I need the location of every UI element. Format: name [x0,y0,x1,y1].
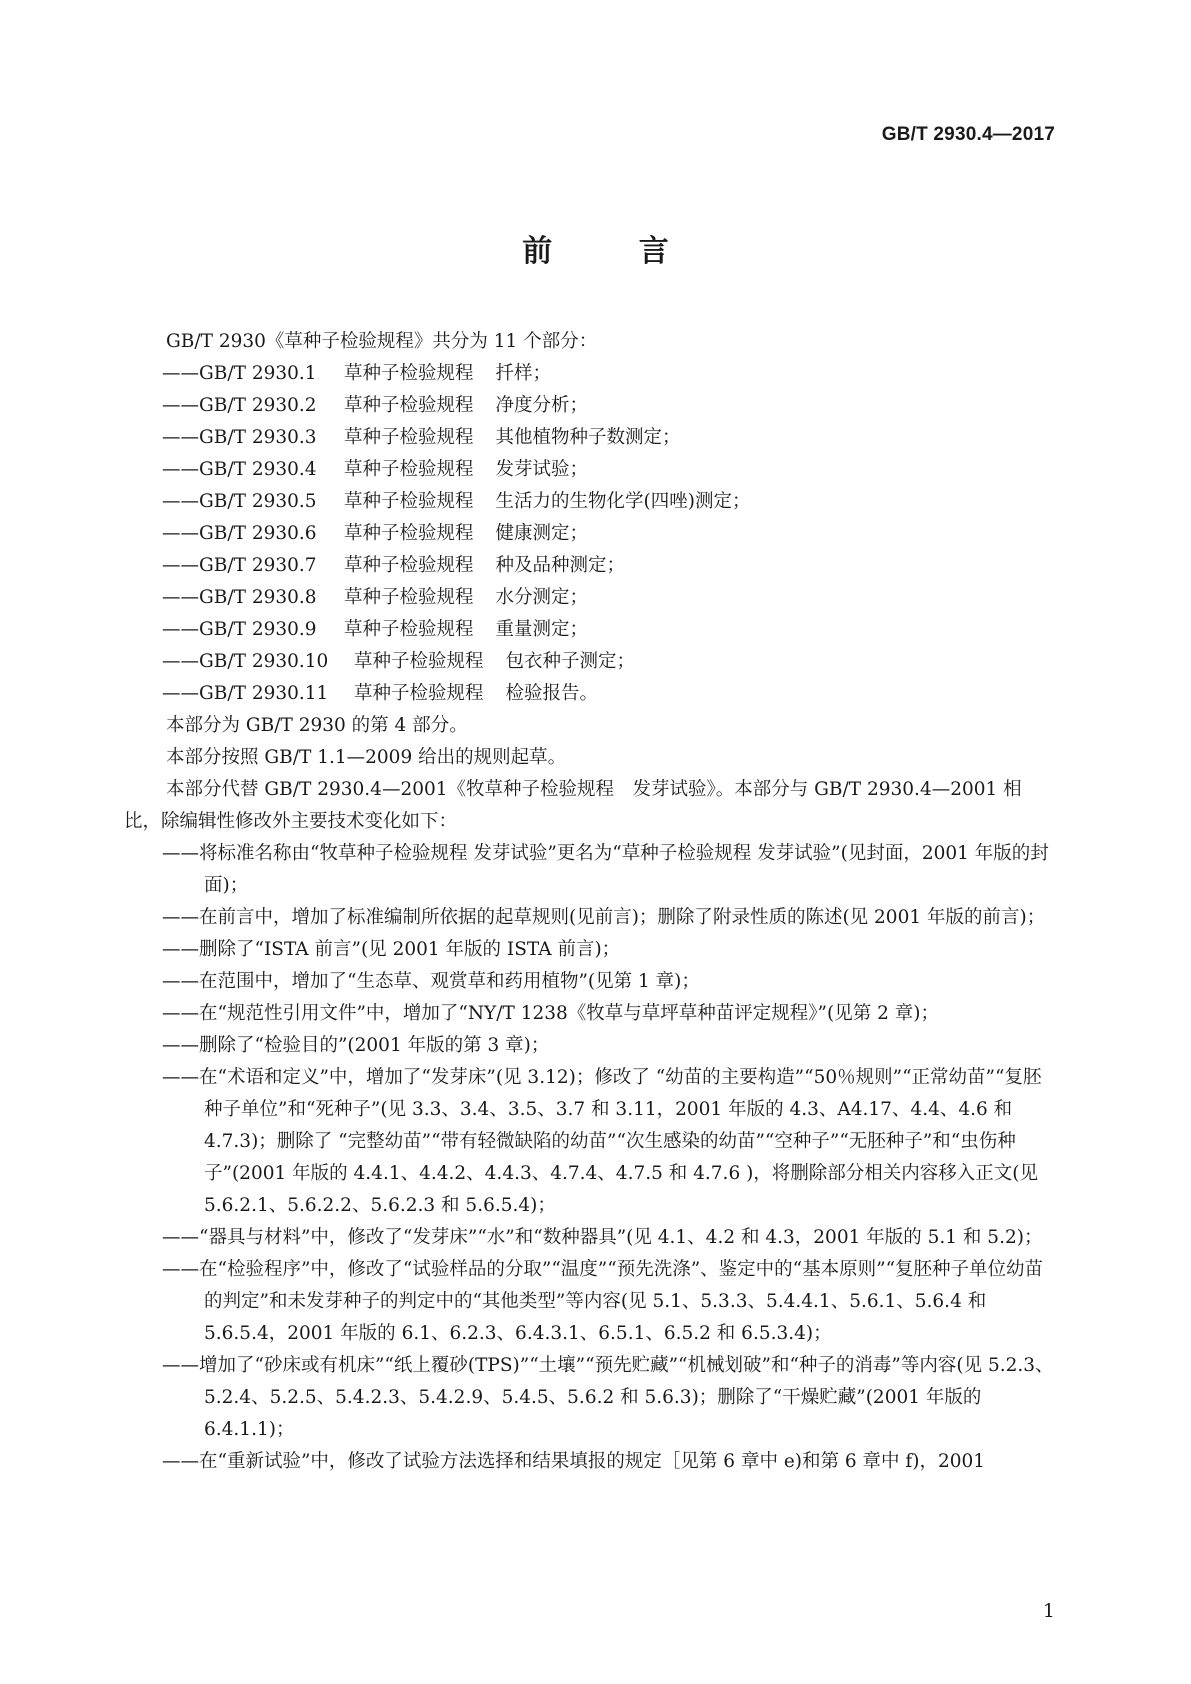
list-item: ——“器具与材料”中，修改了“发芽床”“水”和“数种器具”(见 4.1、4.2 和 4.3，2001 年版的 5.1 和 5.2)； [162,1227,1043,1248]
list-item: ——在“规范性引用文件”中，增加了“NY/T 1238《牧草与草坪草种苗评定规程》”(见第 2 章)； [162,1003,939,1024]
parts-list [162,358,1056,710]
list-item: ——GB/T 2930.11 草种子检验规程 检验报告。 [162,683,599,704]
list-item: ——GB/T 2930.4 草种子检验规程 发芽试验； [162,459,589,480]
list-item: ——在“术语和定义”中，增加了“发芽床”(见 3.12)；修改了 “幼苗的主要构造”“50％规则”“正常幼苗”“复胚种子单位”和“死种子”(见 3.3、3.4、3.5、3.7 和 3.11，2001 年版的 4.3、A4.17、4.4、4.6 和 4.7.3)；删除了 “完整幼苗”“带有轻微缺陷的幼苗”“次生感染的幼苗”“空种子”“无胚种子”和“虫伤种子”(2001 年版的 4.4.1、4.4.2、4.4.3、4.7.4、4.7.5 和 4.7.6 )，将删除部分相关内容移入正文(见 5.6.2.1、5.6.2.2、5.6.2.3 和 5.6.5.4)； [162,1067,1042,1216]
page-number: 1 [1042,1600,1055,1622]
changes-list [162,838,1056,1478]
list-item: ——GB/T 2930.2 草种子检验规程 净度分析； [162,395,589,416]
list-item: ——删除了“ISTA 前言”(见 2001 年版的 ISTA 前言)； [162,939,621,960]
rules-statement: 本部分按照 GB/T 1.1—2009 给出的规则起草。 [166,747,567,768]
list-item: ——在前言中，增加了标准编制所依据的起草规则(见前言)；删除了附录性质的陈述(见 2001 年版的前言)； [162,907,1046,928]
list-item: ——删除了“检验目的”(2001 年版的第 3 章)； [162,1035,550,1056]
list-item: ——在“检验程序”中，修改了“试验样品的分取”“温度”“预先洗涤”、鉴定中的“基本原则”“复胚种子单位幼苗的判定”和未发芽种子的判定中的“其他类型”等内容(见 5.1、5.3.3、5.4.4.1、5.6.1、5.6.4 和 5.6.5.4，2001 年版的 6.1、6.2.3、6.4.3.1、6.5.1、6.5.2 和 6.5.3.4)； [162,1259,1044,1344]
list-item: ——GB/T 2930.3 草种子检验规程 其他植物种子数测定； [162,427,681,448]
list-item: ——GB/T 2930.5 草种子检验规程 生活力的生物化学(四唑)测定； [162,491,751,512]
body-text [124,326,1056,1478]
list-item: ——GB/T 2930.9 草种子检验规程 重量测定； [162,619,589,640]
part-statement: 本部分为 GB/T 2930 的第 4 部分。 [166,715,468,736]
list-item: ——在“重新试验”中，修改了试验方法选择和结果填报的规定［见第 6 章中 e)和第 6 章中 f)，2001 [162,1451,986,1472]
list-item: ——增加了“砂床或有机床”“纸上覆砂(TPS)”“土壤”“预先贮藏”“机械划破”和“种子的消毒”等内容(见 5.2.3、5.2.4、5.2.5、5.4.2.3、5.4.2.9、5.4.5、5.6.2 和 5.6.3)；删除了“干燥贮藏”(2001 年版的 6.4.1.1)； [162,1355,1054,1440]
list-item: ——GB/T 2930.7 草种子检验规程 种及品种测定； [162,555,626,576]
replacement-statement: 本部分代替 GB/T 2930.4—2001《牧草种子检验规程 发芽试验》。本部分与 GB/T 2930.4—2001 相比，除编辑性修改外主要技术变化如下： [124,779,1022,832]
intro-paragraph: GB/T 2930《草种子检验规程》共分为 11 个部分： [166,331,598,352]
page-title: 前 言 [522,234,707,269]
list-item: ——GB/T 2930.8 草种子检验规程 水分测定； [162,587,589,608]
list-item: ——GB/T 2930.6 草种子检验规程 健康测定； [162,523,589,544]
list-item: ——GB/T 2930.10 草种子检验规程 包衣种子测定； [162,651,636,672]
list-item: ——将标准名称由“牧草种子检验规程 发芽试验”更名为“草种子检验规程 发芽试验”(见封面，2001 年版的封面)； [162,843,1049,896]
standard-code: GB/T 2930.4—2017 [881,124,1055,145]
list-item: ——GB/T 2930.1 草种子检验规程 扦样； [162,363,552,384]
list-item: ——在范围中，增加了“生态草、观赏草和药用植物”(见第 1 章)； [162,971,700,992]
